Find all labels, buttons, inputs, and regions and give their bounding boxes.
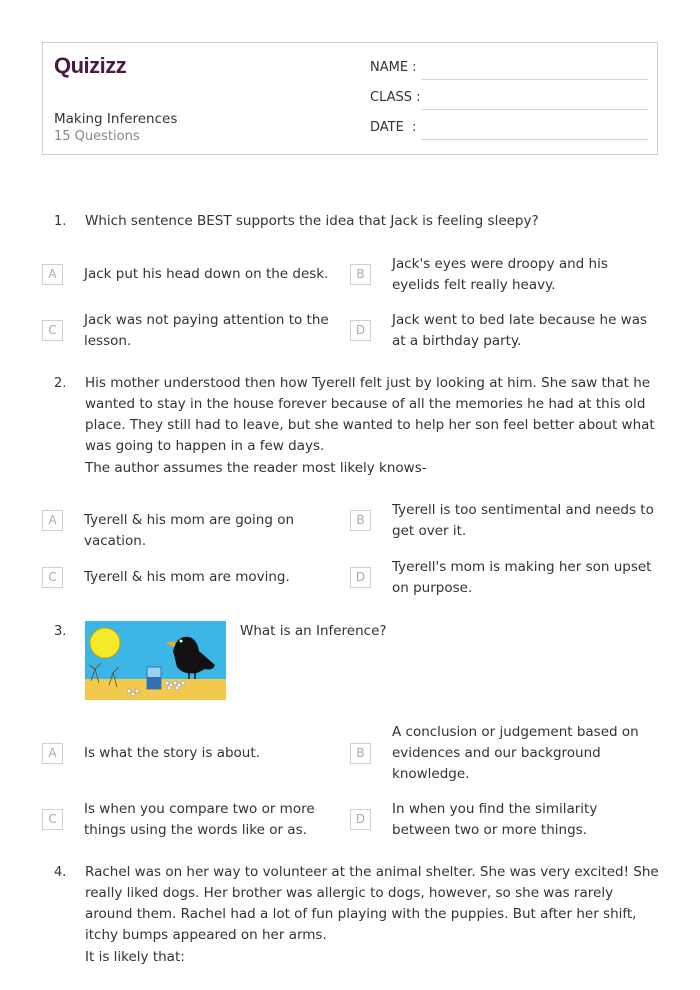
class-field[interactable] — [370, 90, 648, 110]
question-number: 2. — [54, 376, 67, 391]
question-text: What is an Inference? — [240, 623, 387, 639]
name-label: NAME : — [370, 60, 417, 75]
date-label: DATE : — [370, 120, 417, 135]
quizizz-logo: Quizizz — [54, 53, 127, 78]
option-text[interactable]: Jack was not paying attention to the lesson. — [84, 312, 329, 349]
worksheet-header — [42, 42, 658, 155]
option-letter-d[interactable]: D — [350, 567, 371, 588]
question-text: His mother understood then how Tyerell felt just by looking at him. She saw that he wanted to stay in the house forever because of all the memories he had at this old place. They still had to leave, but she wanted to help her son feel better about what was going to happen in a few days. — [85, 375, 655, 454]
option-text[interactable]: A conclusion or judgement based on evidences and our background knowledge. — [392, 724, 639, 782]
question-prompt: The author assumes the reader most likely knows- — [85, 460, 427, 476]
crow-and-pitcher-illustration — [85, 621, 226, 700]
option-text[interactable]: Is when you compare two or more things using the words like or as. — [84, 801, 315, 838]
option-text[interactable]: Is what the story is about. — [84, 745, 260, 761]
class-label: CLASS : — [370, 90, 421, 105]
option-letter-a[interactable]: A — [42, 510, 63, 531]
name-line — [421, 79, 648, 80]
question-number: 3. — [54, 624, 67, 639]
option-text[interactable]: Jack's eyes were droopy and his eyelids felt really heavy. — [392, 256, 608, 293]
option-letter-c[interactable]: C — [42, 320, 63, 341]
name-field[interactable] — [370, 60, 648, 80]
question-text: Rachel was on her way to volunteer at the animal shelter. She was very excited! She really liked dogs. Her brother was allergic to dogs, however, so she was rarely around them. Rachel had a lot of fun playing with the puppies. But after her shift, itchy bumps appeared on her arms. — [85, 864, 659, 943]
question-text: Which sentence BEST supports the idea that Jack is feeling sleepy? — [85, 213, 539, 229]
option-letter-c[interactable]: C — [42, 809, 63, 830]
option-letter-d[interactable]: D — [350, 809, 371, 830]
option-letter-a[interactable]: A — [42, 264, 63, 285]
option-text[interactable]: Tyerell & his mom are moving. — [84, 569, 290, 585]
option-letter-d[interactable]: D — [350, 320, 371, 341]
option-text[interactable]: Tyerell & his mom are going on vacation. — [84, 512, 295, 549]
option-letter-b[interactable]: B — [350, 743, 371, 764]
option-letter-c[interactable]: C — [42, 567, 63, 588]
option-text[interactable]: Jack put his head down on the desk. — [84, 266, 329, 282]
option-text[interactable]: Tyerell's mom is making her son upset on purpose. — [392, 559, 652, 596]
option-letter-b[interactable]: B — [350, 510, 371, 531]
worksheet-title: Making Inferences — [54, 111, 178, 127]
question-prompt: It is likely that: — [85, 949, 185, 965]
question-number: 1. — [54, 214, 67, 229]
option-letter-a[interactable]: A — [42, 743, 63, 764]
date-field[interactable] — [370, 120, 648, 140]
question-count: 15 Questions — [54, 129, 140, 144]
option-letter-b[interactable]: B — [350, 264, 371, 285]
option-text[interactable]: In when you find the similarity between two or more things. — [392, 801, 598, 838]
class-line — [421, 109, 648, 110]
option-text[interactable]: Tyerell is too sentimental and needs to get over it. — [392, 502, 654, 539]
option-text[interactable]: Jack went to bed late because he was at a birthday party. — [392, 312, 648, 349]
question-number: 4. — [54, 865, 67, 880]
date-line — [421, 139, 648, 140]
